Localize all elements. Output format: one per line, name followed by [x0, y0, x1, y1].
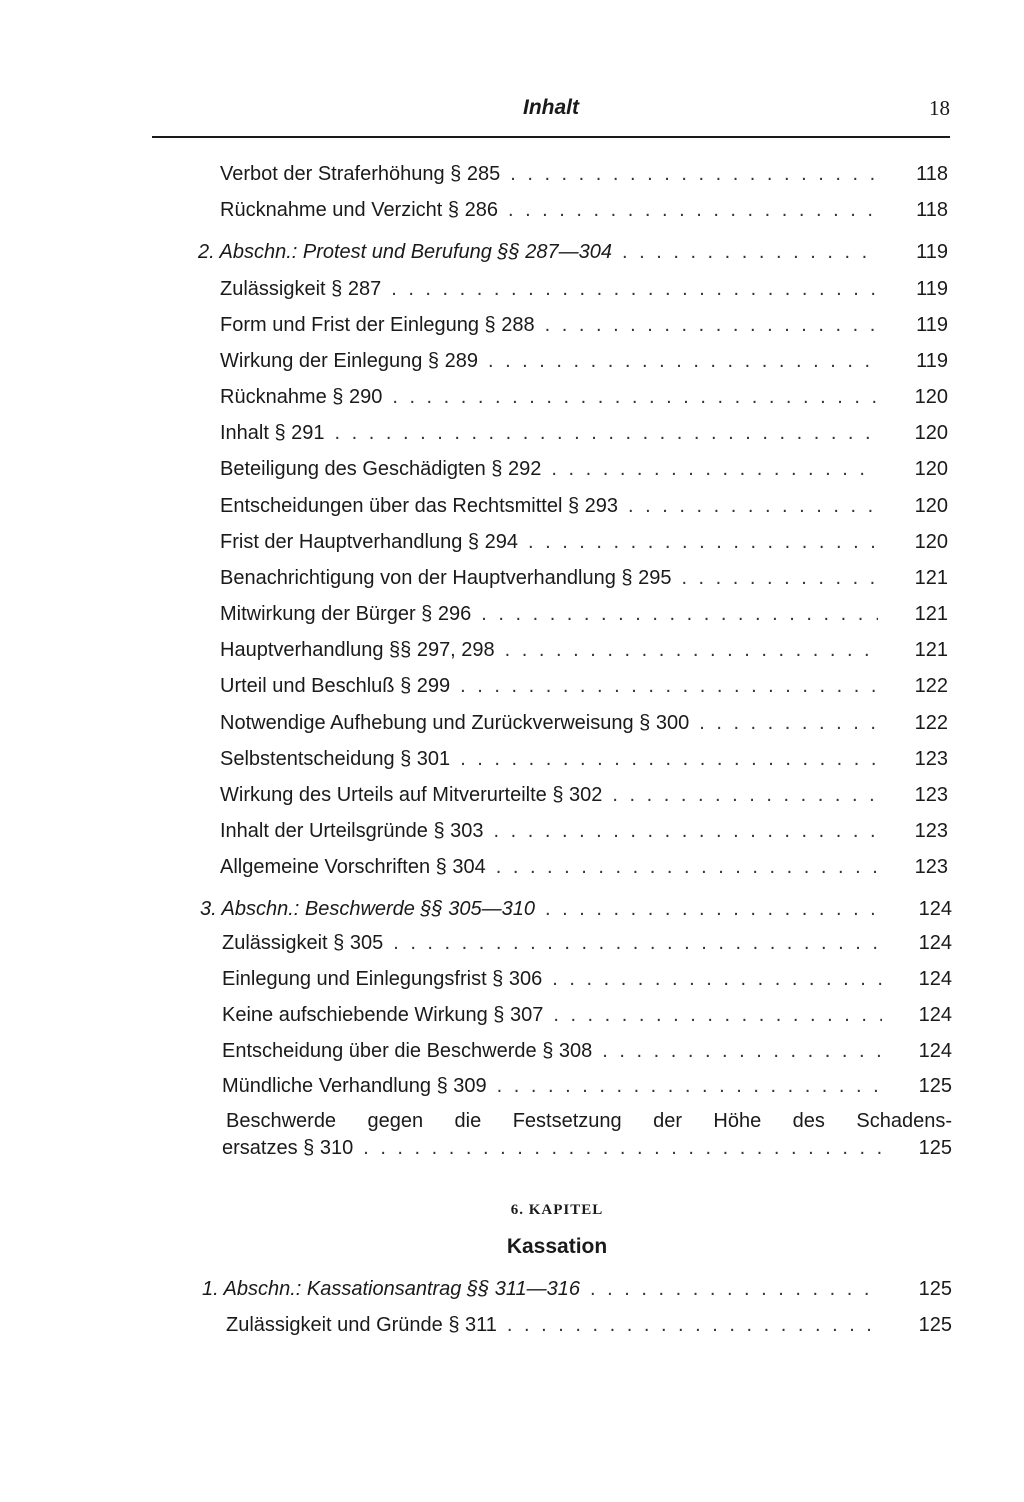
dot-leader [460, 675, 878, 698]
toc-entry[interactable] [220, 163, 948, 193]
dot-leader [392, 386, 878, 409]
toc-entry-page: 123 [914, 856, 948, 878]
toc-entry-page: 120 [914, 458, 948, 480]
toc-entry[interactable] [220, 422, 948, 452]
toc-entry-label: Allgemeine Vorschriften § 304 [220, 856, 486, 878]
dot-leader [488, 350, 878, 373]
toc-entry-label: Zulässigkeit § 287 [220, 278, 382, 300]
toc-entry[interactable] [220, 748, 948, 778]
toc-entry-continuation[interactable] [222, 1137, 952, 1167]
dot-leader [505, 639, 878, 662]
toc-entry-page: 123 [914, 748, 948, 770]
toc-entry-label: Entscheidung über die Beschwerde § 308 [222, 1040, 593, 1062]
toc-entry-label: Benachrichtigung von der Hauptverhandlung § 295 [220, 567, 672, 589]
toc-entry-page: 120 [914, 495, 948, 517]
toc-entry[interactable] [220, 603, 948, 633]
dot-leader [393, 932, 882, 955]
toc-entry-label: Rücknahme und Verzicht § 286 [220, 199, 498, 221]
toc-entry-page: 124 [918, 1004, 952, 1026]
dot-leader [552, 968, 882, 991]
toc-entry[interactable] [220, 639, 948, 669]
toc-entry-page: 121 [914, 639, 948, 661]
dot-leader [363, 1137, 882, 1160]
chapter-number: 6. KAPITEL [510, 1202, 604, 1218]
toc-entry[interactable] [220, 314, 948, 344]
toc-entry-page: 124 [918, 932, 952, 954]
toc-entry-label: Mündliche Verhandlung § 309 [222, 1075, 487, 1097]
toc-entry[interactable] [222, 1040, 952, 1070]
toc-entry[interactable] [222, 932, 952, 962]
toc-entry-page: 119 [916, 350, 948, 372]
dot-leader [602, 1040, 882, 1063]
dot-leader [507, 1314, 882, 1337]
toc-entry-label: Form und Frist der Einlegung § 288 [220, 314, 535, 336]
toc-entry[interactable] [222, 1004, 952, 1034]
toc-entry-page: 120 [914, 531, 948, 553]
toc-entry-page: 124 [918, 968, 952, 990]
chapter-title: Kassation [506, 1235, 608, 1258]
toc-entry[interactable] [220, 675, 948, 705]
toc-entry-page: 120 [914, 386, 948, 408]
toc-entry-label-line2: ersatzes § 310 [222, 1137, 354, 1159]
toc-entry-label: Einlegung und Einlegungsfrist § 306 [222, 968, 543, 990]
toc-section-heading[interactable] [198, 241, 948, 271]
toc-entry-page: 120 [914, 422, 948, 444]
toc-entry-page: 118 [916, 199, 948, 221]
toc-entry[interactable] [220, 350, 948, 380]
dot-leader [335, 422, 878, 445]
toc-entry-label: Wirkung der Einlegung § 289 [220, 350, 478, 372]
toc-entry-label: Keine aufschiebende Wirkung § 307 [222, 1004, 544, 1026]
toc-entry-page: 123 [914, 784, 948, 806]
toc-entry-page: 125 [918, 1137, 952, 1159]
toc-entry[interactable] [220, 458, 948, 488]
toc-entry[interactable] [222, 968, 952, 998]
toc-entry[interactable] [220, 712, 948, 742]
dot-leader [496, 856, 878, 879]
dot-leader [481, 603, 878, 626]
toc-entry-page: 124 [918, 1040, 952, 1062]
dot-leader [622, 241, 878, 264]
dot-leader [497, 1075, 882, 1098]
toc-entry-page: 119 [916, 278, 948, 300]
toc-entry[interactable] [220, 386, 948, 416]
toc-entry-label: Notwendige Aufhebung und Zurückverweisung § 300 [220, 712, 690, 734]
dot-leader [460, 748, 878, 771]
dot-leader [699, 712, 878, 735]
toc-entry[interactable] [220, 278, 948, 308]
toc-entry-page: 118 [916, 163, 948, 185]
dot-leader [590, 1278, 882, 1301]
toc-entry-page: 122 [914, 675, 948, 697]
dot-leader [681, 567, 878, 590]
toc-entry-page: 121 [914, 603, 948, 625]
dot-leader [510, 163, 878, 186]
toc-entry-label: Zulässigkeit und Gründe § 311 [226, 1314, 497, 1336]
toc-entry-label: Inhalt § 291 [220, 422, 325, 444]
dot-leader [628, 495, 878, 518]
toc-entry-label: Beteiligung des Geschädigten § 292 [220, 458, 542, 480]
header-title: Inhalt [523, 96, 579, 119]
toc-entry[interactable] [220, 856, 948, 886]
dot-leader [494, 820, 879, 843]
toc-section-label: 1. Abschn.: Kassationsantrag §§ 311—316 [202, 1278, 581, 1300]
toc-entry-label: Urteil und Beschluß § 299 [220, 675, 451, 697]
toc-entry-label: Inhalt der Urteilsgründe § 303 [220, 820, 484, 842]
toc-entry-page: 125 [918, 1075, 952, 1097]
toc-entry[interactable] [220, 567, 948, 597]
toc-entry-page: 125 [918, 1278, 952, 1300]
toc-entry[interactable] [226, 1314, 952, 1344]
toc-entry-label: Rücknahme § 290 [220, 386, 383, 408]
toc-section-heading[interactable] [202, 1278, 952, 1308]
toc-entry-label: Verbot der Straferhöhung § 285 [220, 163, 501, 185]
toc-entry-label: Zulässigkeit § 305 [222, 932, 384, 954]
dot-leader [545, 898, 882, 921]
toc-entry[interactable] [220, 531, 948, 561]
toc-entry-page: 124 [918, 898, 952, 920]
toc-section-label: 3. Abschn.: Beschwerde §§ 305—310 [200, 898, 536, 920]
toc-entry-label: Wirkung des Urteils auf Mitverurteilte § 302 [220, 784, 603, 806]
dot-leader [545, 314, 878, 337]
toc-section-label: 2. Abschn.: Protest und Berufung §§ 287—304 [198, 241, 612, 263]
dot-leader [391, 278, 878, 301]
toc-entry-page: 125 [918, 1314, 952, 1336]
toc-entry-page: 119 [916, 241, 948, 263]
toc-entry-page: 121 [914, 567, 948, 589]
toc-entry[interactable] [220, 199, 948, 229]
toc-entry[interactable] [220, 784, 948, 814]
header-page-number: 18 [929, 96, 950, 120]
dot-leader [553, 1004, 882, 1027]
toc-entry[interactable] [222, 1075, 952, 1105]
toc-entry[interactable] [220, 820, 948, 850]
toc-entry-label: Frist der Hauptverhandlung § 294 [220, 531, 518, 553]
toc-entry-label-line1: Beschwerde gegen die Festsetzung der Höhe des Schadens- [226, 1110, 952, 1132]
toc-entry-label: Mitwirkung der Bürger § 296 [220, 603, 472, 625]
toc-entry-page: 119 [916, 314, 948, 336]
toc-entry-page: 122 [914, 712, 948, 734]
toc-entry-multiline[interactable] [226, 1110, 952, 1133]
toc-section-heading[interactable] [200, 898, 952, 928]
dot-leader [508, 199, 878, 222]
dot-leader [551, 458, 878, 481]
toc-entry[interactable] [220, 495, 948, 525]
toc-entry-page: 123 [914, 820, 948, 842]
dot-leader [528, 531, 878, 554]
toc-entry-label: Selbstentscheidung § 301 [220, 748, 451, 770]
dot-leader [612, 784, 878, 807]
toc-entry-label: Hauptverhandlung §§ 297, 298 [220, 639, 495, 661]
toc-entry-label: Entscheidungen über das Rechtsmittel § 293 [220, 495, 619, 517]
